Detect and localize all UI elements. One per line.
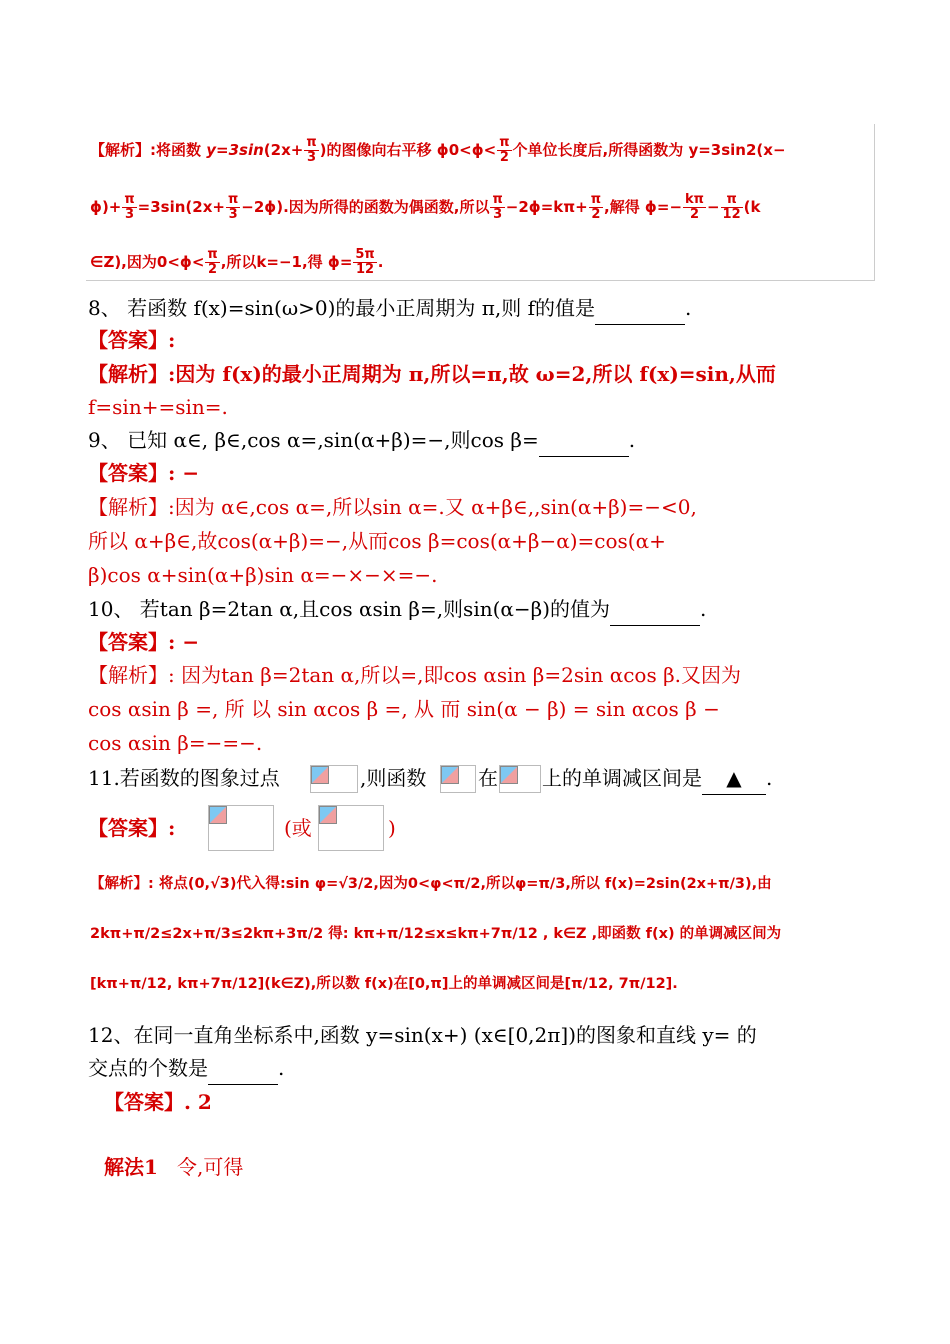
question-8: 8、 若函数 f(x)=sin(ω>0)的最小正周期为 π,则 f的值是 . [88, 292, 691, 325]
q8-solution-line1: 【解析】:因为 f(x)的最小正周期为 π,所以=π,故 ω=2,所以 f(x)=sin,从而 [88, 362, 776, 386]
broken-image-icon [319, 806, 337, 824]
q11-text-c: 在 [478, 766, 498, 790]
q10-solution-line2: cos αsin β =, 所 以 sin αcos β =, 从 而 sin(α − β) = sin αcos β − [88, 697, 720, 721]
answer-image-2 [318, 805, 384, 851]
q12-method-1: 解法1 令,可得 [104, 1155, 244, 1179]
q7-solution-line1: 【解析】:将函数 y=3sin(2x+ $\frac{\pi}{3}$ )的图像向右平移 ϕ0<ϕ< $\frac{\pi}{2}$ 个单位长度后,所得函数为 y=3sin2(x− [90, 135, 786, 165]
q10-solution-line1: 【解析】: 因为tan β=2tan α,所以=,即cos αsin β=2sin αcos β.又因为 [88, 663, 742, 687]
q8-solution-line2: f=sin+=sin=. [88, 395, 228, 419]
question-12-line1: 12、在同一直角坐标系中,函数 y=sin(x+) (x∈[0,2π])的图象和直线 y= 的 [88, 1023, 757, 1047]
q11-text-b: ,则函数 [360, 766, 427, 790]
q9-answer: 【答案】: − [88, 461, 200, 485]
image-placeholder-2 [440, 765, 476, 793]
q9-solution-line3: β)cos α+sin(α+β)sin α=−×−×=−. [88, 563, 438, 587]
q8-answer: 【答案】: [88, 328, 176, 352]
broken-image-icon [500, 766, 518, 784]
q11-solution-line1: 【解析】: 将点(0,√3)代入得:sin φ=√3/2,因为0<φ<π/2,所以φ=π/3,所以 f(x)=2sin(2x+π/3),由 [90, 876, 772, 892]
q11-text-d: 上的单调减区间是 ▲ . [542, 762, 772, 795]
q7-solution-line3: ∈Z),因为0<ϕ< $\frac{\pi}{2}$ ,所以k=−1,得 ϕ= $\frac{5\pi}{12}$ . [90, 247, 384, 277]
question-9: 9、 已知 α∈, β∈,cos α=,sin(α+β)=−,则cos β= . [88, 424, 635, 457]
answer-image-1 [208, 805, 274, 851]
image-placeholder-1 [310, 765, 358, 793]
q9-solution-line1: 【解析】:因为 α∈,cos α=,所以sin α=.又 α+β∈,,sin(α+β)=−<0, [88, 495, 697, 519]
image-placeholder-3 [499, 765, 541, 793]
q10-answer: 【答案】: − [88, 630, 200, 654]
q9-solution-line2: 所以 α+β∈,故cos(α+β)=−,从而cos β=cos(α+β−α)=cos(α+ [88, 529, 666, 553]
q11-solution-line3: [kπ+π/12, kπ+7π/12](k∈Z),所以数 f(x)在[0,π]上的单调减区间是[π/12, 7π/12]. [90, 976, 678, 992]
q12-answer: 【答案】. 2 [104, 1090, 212, 1114]
broken-image-icon [209, 806, 227, 824]
q11-answer-tag: 【答案】: [88, 816, 176, 840]
q11-answer-close: ) [388, 816, 396, 840]
q10-solution-line3: cos αsin β=−=−. [88, 731, 263, 755]
question-10: 10、 若tan β=2tan α,且cos αsin β=,则sin(α−β)的值为 . [88, 593, 706, 626]
broken-image-icon [441, 766, 459, 784]
q11-solution-line2: 2kπ+π/2≤2x+π/3≤2kπ+3π/2 得: kπ+π/12≤x≤kπ+7π/12 , k∈Z ,即函数 f(x) 的单调减区间为 [90, 926, 782, 942]
q7-solution-line2: ϕ)+ $\frac{\pi}{3}$ =3sin(2x+ $\frac{\pi}{3}$ −2ϕ).因为所得的函数为偶函数,所以 $\frac{\pi}{3}$ −2ϕ=kπ+ $\frac{\pi}{2}$ ,解得 ϕ=− $\frac{k\pi}{2}$ − $\frac{\pi}{12}$ (k [90, 192, 761, 222]
question-12-line2: 交点的个数是 . [88, 1052, 284, 1085]
broken-image-icon [311, 766, 329, 784]
q11-answer-or: (或 [284, 816, 312, 840]
q11-text-a: 11.若函数的图象过点 [88, 766, 280, 790]
